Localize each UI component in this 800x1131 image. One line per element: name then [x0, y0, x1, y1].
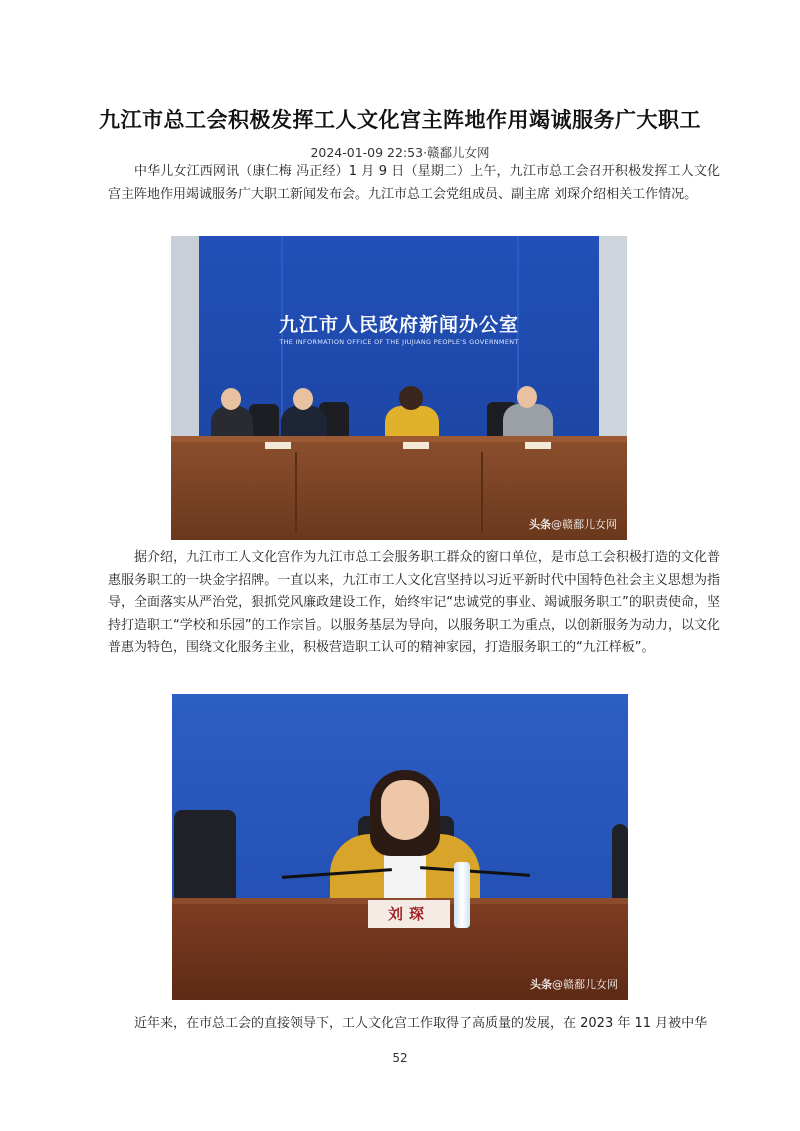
name-placard — [403, 442, 429, 449]
watermark-brand: 头条 — [530, 978, 552, 991]
speaker-figure — [503, 404, 553, 440]
speaker-nameplate: 刘琛 — [368, 900, 450, 928]
watermark-brand: 头条 — [529, 518, 551, 531]
chair — [174, 810, 236, 904]
paragraph-body: 据介绍，九江市工人文化宫作为九江市总工会服务职工群众的窗口单位，是市总工会积极打造的文化普惠服务职工的一块金字招牌。一直以来，九江市工人文化宫坚持以习近平新时代中国特色社会主义思想为指导，全面落实从严治党，狠抓党风廉政建设工作，始终牢记“忠诚党的事业、竭诚服务职工”的职责使命，坚持打造职工“学校和乐园”的工作宗旨。以服务基层为导向，以服务职工为重点，以创新服务为动力，以文化普惠为特色，围绕文化服务主业，积极营造职工认可的精神家园，打造服务职工的“九江样板”。 — [108, 550, 720, 655]
speaker-head — [399, 386, 423, 410]
paragraph-intro: 中华儿女江西网讯（康仁梅 冯正经）1 月 9 日（星期二）上午，九江市总工会召开积极发挥工人文化宫主阵地作用竭诚服务广大职工新闻发布会。九江市总工会党组成员、副主席 刘琛介绍相关工作情况。 — [108, 164, 720, 202]
speaker-figure — [281, 406, 327, 440]
desk-seam — [481, 452, 483, 532]
speaker-head — [517, 386, 537, 408]
water-bottle — [454, 862, 470, 928]
speaker-figure — [211, 406, 253, 440]
chair — [612, 824, 628, 904]
desk-seam — [295, 452, 297, 532]
backdrop-sign-english: THE INFORMATION OFFICE OF THE JIUJIANG PEOPLE'S GOVERNMENT — [279, 338, 519, 346]
name-placard — [525, 442, 551, 449]
backdrop-sign-chinese: 九江市人民政府新闻办公室 — [278, 314, 519, 336]
speaker-face — [381, 780, 429, 840]
chair — [249, 404, 279, 438]
page-number: 52 — [392, 1051, 408, 1065]
name-placard — [265, 442, 291, 449]
article-title: 九江市总工会积极发挥工人文化宫主阵地作用竭诚服务广大职工 — [99, 107, 701, 132]
photo-watermark — [529, 516, 617, 532]
paragraph-continued: 近年来，在市总工会的直接领导下，工人文化宫工作取得了高质量的发展，在 2023 年 11 月被中华 — [134, 1016, 708, 1031]
photo-watermark — [530, 976, 618, 992]
press-conference-photo — [171, 236, 627, 540]
speaker-head — [293, 388, 313, 410]
speaker-closeup-photo — [172, 694, 628, 1000]
watermark-handle: @赣鄱儿女网 — [551, 518, 617, 531]
article-meta: 2024-01-09 22:53·赣鄱儿女网 — [310, 145, 490, 160]
watermark-handle: @赣鄱儿女网 — [552, 978, 618, 991]
speaker-head — [221, 388, 241, 410]
speaker-figure — [385, 406, 439, 440]
